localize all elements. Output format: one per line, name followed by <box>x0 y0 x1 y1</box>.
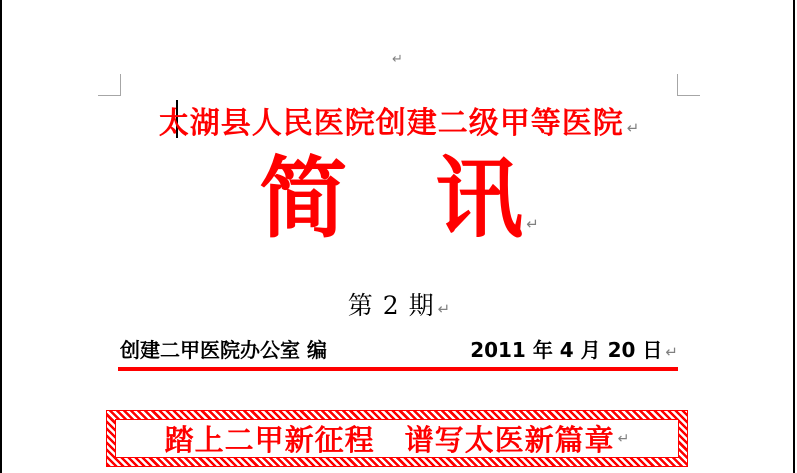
margin-crop-mark-top-left <box>98 74 121 96</box>
page-left-edge <box>0 0 2 473</box>
org-title-line[interactable] <box>120 98 678 142</box>
org-title-text[interactable]: 太湖县人民医院创建二级甲等医院 <box>158 106 624 141</box>
paragraph-mark: ↵ <box>626 119 640 137</box>
slogan-art-border-box <box>106 410 688 467</box>
paragraph-mark: ↵ <box>665 343 678 361</box>
date-label[interactable]: 2011 年 4 月 20 日 <box>470 338 663 362</box>
masthead-divider-rule <box>118 367 678 371</box>
editor-date-row <box>120 334 678 363</box>
newsletter-title-line[interactable] <box>120 146 678 250</box>
slogan-line[interactable] <box>115 419 679 458</box>
paragraph-mark: ↵ <box>526 215 539 233</box>
paragraph-mark: ↵ <box>617 430 630 447</box>
paragraph-mark: ↵ <box>437 300 451 318</box>
editor-label[interactable]: 创建二甲医院办公室 编 <box>120 338 327 362</box>
paragraph-mark: ↵ <box>392 52 403 67</box>
issue-number-line[interactable] <box>120 286 678 322</box>
slogan-text[interactable]: 踏上二甲新征程 谱写太医新篇章 <box>164 423 615 457</box>
newsletter-title-text[interactable]: 简 讯 <box>259 146 524 250</box>
date-line[interactable] <box>470 334 678 363</box>
page-right-edge <box>793 0 795 473</box>
issue-number-text[interactable]: 第 2 期 <box>347 291 435 320</box>
margin-crop-mark-top-right <box>677 74 700 96</box>
